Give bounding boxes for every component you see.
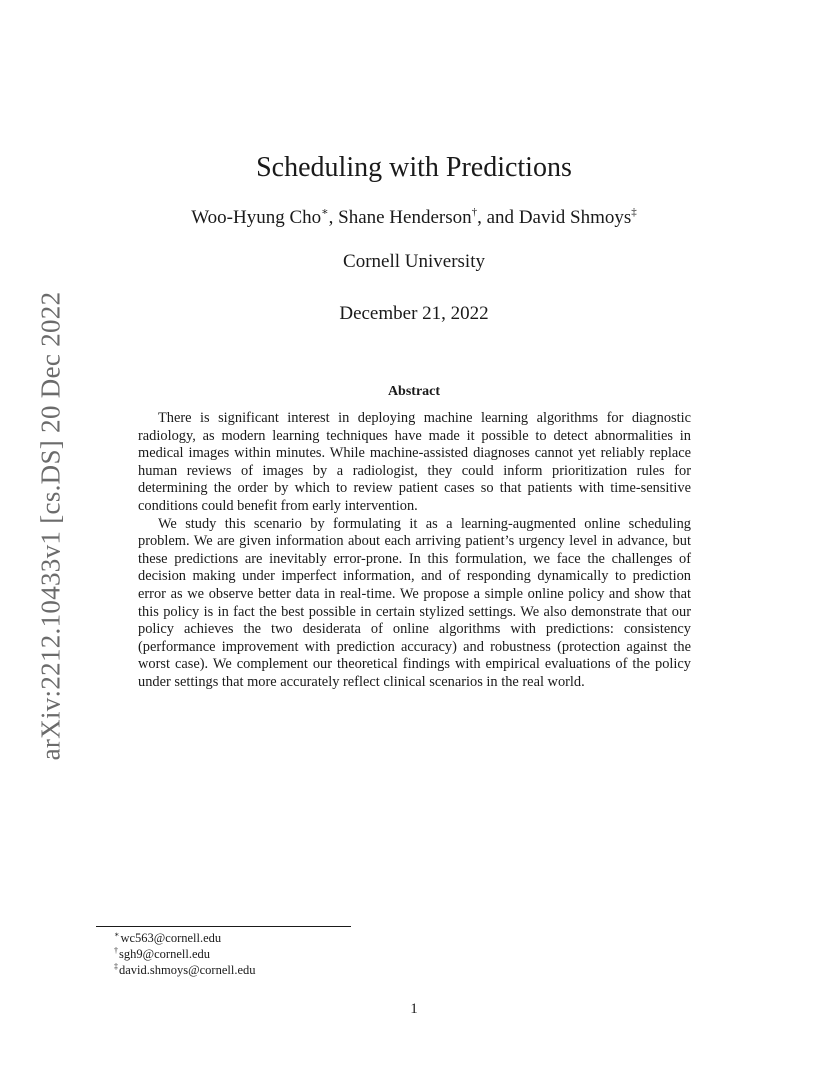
publication-date: December 21, 2022: [339, 303, 489, 324]
abstract-paragraph: There is significant interest in deploying machine learning algorithms for diagnostic radiology, as modern learning techniques have made it possible to detect abnormalities in medical images within minutes. While machine-assisted diagnoses cannot yet reliably replace human reviews of images by a radiologist, they could inform prioritization rules for determining the order by which to review patient cases so that patients with time-sensitive conditions could benefit from early intervention.: [138, 410, 691, 514]
author-name: David Shmoys: [518, 207, 632, 228]
author-footnote-mark: ∗: [321, 206, 329, 218]
footnote-mark: ∗: [114, 930, 120, 939]
author-footnote-mark: †: [471, 206, 478, 218]
author-line: [0, 207, 828, 229]
footnote-mark: ‡: [114, 962, 118, 971]
abstract-paragraph: We study this scenario by formulating it as a learning-augmented online scheduling problem. We are given information about each arriving patient’s urgency level in advance, but these predictions are inevitably error-prone. In this formulation, we face the challenges of decision making under imperfect information, and of responding dynamically to prediction error as we observe better data in real-time. We propose a simple online policy and show that this policy is in fact the best possible in certain stylized settings. We also demonstrate that our policy achieves the two desiderata of online algorithms with predictions: consistency (performance improvement with prediction accuracy) and robustness (protection against the worst case). We complement our theoretical findings with empirical evaluations of the policy under settings that more accurately reflect clinical scenarios in the real world.: [138, 515, 691, 690]
abstract-body: [138, 410, 691, 692]
arxiv-identifier-stamp: arXiv:2212.10433v1 [cs.DS] 20 Dec 2022: [35, 291, 66, 761]
footnote-divider: [96, 926, 351, 927]
affiliation: Cornell University: [343, 251, 485, 272]
footnote-email: wc563@cornell.edu: [120, 931, 222, 945]
author-name: Shane Henderson: [338, 207, 472, 228]
footnote: [114, 930, 256, 946]
footnote-email: david.shmoys@cornell.edu: [119, 963, 256, 977]
author-footnote-mark: ‡: [631, 206, 637, 218]
page-number: 1: [410, 1001, 418, 1017]
footnote-email: sgh9@cornell.edu: [119, 947, 211, 961]
footnotes: [114, 930, 256, 978]
paper-title: Scheduling with Predictions: [256, 152, 572, 183]
author-separator: ,: [328, 207, 339, 228]
author-name: Woo-Hyung Cho: [191, 207, 322, 228]
author-separator: , and: [477, 207, 519, 228]
footnote-mark: †: [114, 946, 118, 955]
footnote: [114, 946, 256, 962]
footnote: [114, 962, 256, 978]
abstract-heading: Abstract: [387, 384, 441, 399]
